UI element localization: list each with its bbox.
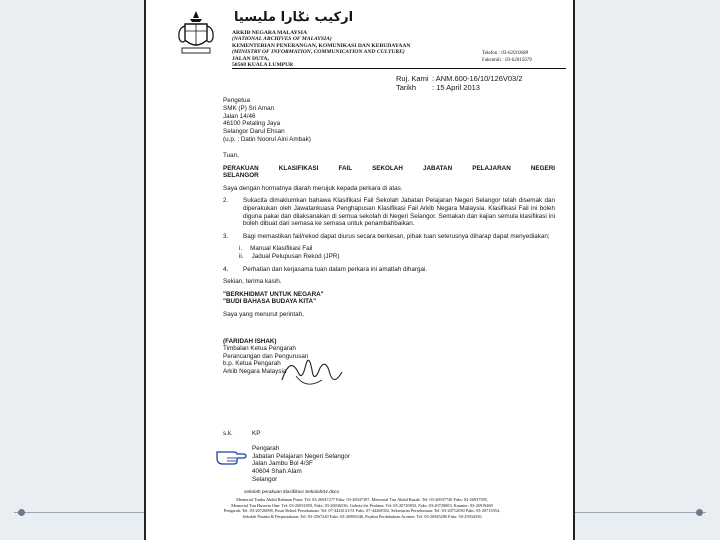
address-line: SMK (P) Sri Aman [223,104,275,112]
address-line: (u.p. : Datin Noorul Aini Ambak) [223,135,311,143]
org-line: (MINISTRY OF INFORMATION, COMMUNICATION AND CULTURE) [232,49,405,56]
handwritten-signature [276,350,346,396]
org-line: ARKIB NEGARA MALAYSIA [232,30,308,36]
slide-bullet-right [696,509,703,516]
cc-line: KP [252,430,261,437]
list-item: i. Manual Klasifikasi Fail [239,245,313,253]
paragraph: 4. Perhatian dan kerjasama tuan dalam perkara ini amatlah dihargai. [223,265,428,273]
slogan: "BERKHIDMAT UNTUK NEGARA" [223,290,324,298]
footer-line: Pengarah: Tel: 03-20726098, Pusat Rekod Persekutuan: Tel: 07-4426131/51 Faks: 07-44268352, Sekretariat Persekutuan: Tel: 03-20712030 Faks: 03-20713954, [223,508,501,514]
coat-of-arms-icon [176,10,216,58]
sign-off: Saya yang menurut perintah, [223,310,304,318]
list-item: ii. Jadual Pelupusan Rekod (JPR) [239,252,340,260]
cc-line: Jalan Jambu Bol 4/3F [252,460,313,468]
recipient-address [223,97,311,144]
cc-block [252,430,350,483]
address-line: Pengetua [223,97,250,104]
org-line: KEMENTERIAN PENERANGAN, KOMUNIKASI DAN KEBUDAYAAN [232,42,411,49]
cc-line: Pengarah [252,445,280,453]
paragraph: 3. Bagi memastikan fail/rekod dapat diurus secara berkesan, pihak tuan seterusnya diharap dapat menyediakan; [223,232,550,240]
slide-bullet-left [18,509,25,516]
signatory-name: (FARIDAH ISHAK) [223,337,277,345]
signatory-line: Timbalan Ketua Pengarah [223,345,296,353]
cc-line: Jabatan Pelajaran Negeri Selangor [252,452,351,460]
closing: Sekian, terima kasih. [223,278,282,286]
salutation: Tuan, [223,152,239,159]
pointing-hand-icon [215,444,247,466]
address-line: Jalan 14/46 [223,112,256,120]
scanned-letter [144,0,575,540]
document-filename: sekolah perakuan klasifikasi Sekolah04.docx [244,490,340,495]
reference-number: Ruj. Kami : ANM.600-16/10/126V03/2 [396,74,523,83]
cc-line [252,438,350,446]
letter-footer [186,497,538,519]
org-line: 50568 KUALA LUMPUR [232,62,294,69]
opening-sentence: Saya dengan hormatnya diarah merujuk kepada perkara di atas. [223,184,403,192]
paragraph: 2. Sukacita dimaklumkan bahawa Klasifikasi Fail Sekolah Jabatan Pelajaran Negeri Selangor telah disemak dan diperakukan oleh Jawatankuasa Penghapusan Klasifikasi Fail Arkib Negara Malaysia. Klasifikasi Fail ini boleh diguna pakai dan dilaksanakan di semua sekolah di Negeri Selangor. Semakan dan kajian semula klasifikasi ini boleh dibuat dari semasa ke semasa untuk penambahbaikan. [223,197,555,228]
slogan: "BUDI BAHASA BUDAYA KITA" [223,298,317,306]
cc-line: Selangor [252,475,278,483]
subject-line-end: SELANGOR [223,172,259,180]
footer-line: Memorial Tunku Abdul Rahman Putra: Tel: 03-26947277 Faks: 03-26947387, Memorial Tun Abdul Razak: Tel: 03-26937740 Faks: 03-26937585, [236,497,488,502]
cc-line: 40604 Shah Alam [252,467,302,475]
contact-phone: Telefon : 03-62010688 [482,51,529,56]
organization-block [232,30,410,68]
contact-block [482,50,532,64]
letter-body [223,152,555,375]
signatory-line: b.p. Ketua Pengarah [223,360,281,368]
signatory-line: Arkib Negara Malaysia [223,367,287,375]
footer-line: Memorial Tun Hussein Onn: Tel: 03-26931850, Faks: 03-26936536, Galeria Sri Perdana: Tel: 03-20720033, Faks: 03-20720003, Kaunter: 03-26919469 [231,502,493,508]
footer-line: Sekolah Pusaka & Perpustakaan: Tel: 03-2567240 Faks: 03-26906346, Pejabat Perdahuluan Aromet: Tel: 03-26945286 Faks: 03-25934356 [242,513,482,519]
reference-block [396,74,522,92]
signature-space [223,324,555,338]
signatory-line: Perancangan dan Pengurusan [223,352,309,360]
reference-date: Tarikh : 15 April 2013 [396,83,480,92]
cc-label: s.k. [223,430,233,437]
contact-fax: Faksimili : 03-62015679 [482,58,532,63]
letterhead-divider [232,68,566,69]
address-line: 46100 Petaling Jaya [223,120,281,128]
org-line: JALAN DUTA, [232,55,269,62]
subject-line: PERAKUAN KLASIFIKASI FAIL SEKOLAH JABATAN PELAJARAN NEGERI [223,164,555,172]
org-line: (NATIONAL ARCHIVES OF MALAYSIA) [232,36,332,43]
jawi-title: ارکيب نݢارا مليسيا [234,10,354,25]
address-line: Selangor Darul Ehsan [223,128,285,136]
